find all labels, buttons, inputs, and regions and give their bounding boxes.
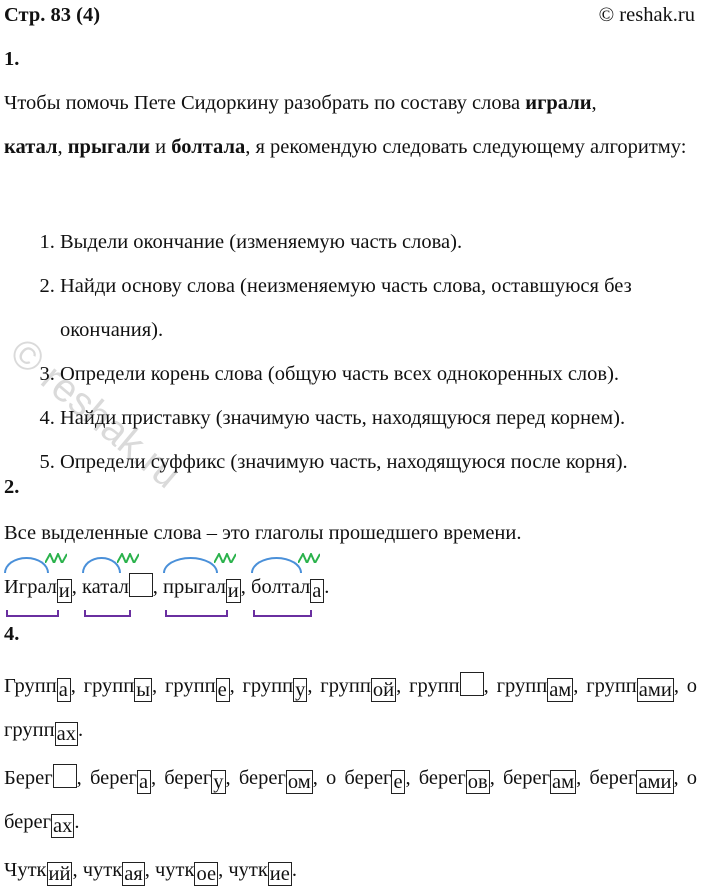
word-stem: групп bbox=[83, 675, 135, 697]
step-text: Найди приставку (значимую часть, находящуюся перед корнем). bbox=[60, 407, 626, 429]
ending-box bbox=[129, 573, 153, 597]
word-stem: Берег bbox=[4, 767, 53, 789]
punctuation: , bbox=[150, 767, 165, 789]
suffix-mark-icon bbox=[214, 553, 236, 563]
suffix: л bbox=[216, 565, 226, 609]
step-text: Найди основу слова (неизменяемую часть слова, оставшуюся без окончания). bbox=[60, 275, 632, 341]
punctuation: , bbox=[576, 767, 590, 789]
ending-box: а bbox=[57, 678, 71, 702]
suffix: л bbox=[300, 565, 310, 609]
word-stem: о берег bbox=[4, 767, 698, 833]
stem-underline bbox=[253, 610, 312, 617]
punctuation: , bbox=[673, 767, 687, 789]
ending-box bbox=[460, 672, 484, 696]
word: прыгали bbox=[67, 136, 151, 158]
punctuation: , bbox=[225, 767, 239, 789]
punctuation: , bbox=[229, 675, 243, 697]
section-1-number: 1. bbox=[4, 48, 20, 70]
root: болта bbox=[251, 565, 300, 609]
algorithm-step bbox=[60, 440, 697, 484]
root: прыга bbox=[163, 565, 216, 609]
ending-box: ов bbox=[467, 771, 488, 793]
punctuation: , bbox=[240, 576, 252, 598]
ending-box: а bbox=[310, 579, 324, 603]
group-forms bbox=[4, 664, 697, 752]
morpheme-word bbox=[251, 565, 324, 609]
ending-box: ах bbox=[53, 815, 73, 837]
page-title: Стр. 83 (4) bbox=[4, 4, 101, 26]
word-stem: групп bbox=[164, 675, 216, 697]
word-stem: групп bbox=[320, 675, 371, 697]
ending-box: е bbox=[391, 770, 405, 794]
ending-box bbox=[53, 764, 77, 788]
suffix-mark-icon bbox=[117, 553, 139, 563]
punctuation: . bbox=[324, 576, 330, 598]
punctuation: . bbox=[77, 719, 84, 741]
punctuation: , bbox=[144, 859, 155, 881]
section-2-number: 2. bbox=[4, 476, 20, 498]
stem-underline bbox=[6, 610, 59, 617]
punctuation: , bbox=[71, 576, 83, 598]
ending-box: ам bbox=[552, 771, 575, 793]
punctuation: , bbox=[72, 859, 83, 881]
suffix-mark-icon bbox=[298, 553, 320, 563]
chutkiy-forms bbox=[4, 848, 697, 891]
ending-box: ами bbox=[638, 771, 672, 793]
bereg-forms bbox=[4, 756, 697, 844]
ending-box: ая bbox=[124, 863, 143, 885]
ending-box: у bbox=[295, 679, 306, 701]
morpheme-word bbox=[163, 565, 241, 609]
ending-box: ами bbox=[638, 679, 672, 701]
header bbox=[4, 4, 695, 27]
punctuation: , bbox=[483, 675, 497, 697]
morpheme-analysis bbox=[4, 565, 697, 609]
morpheme-word bbox=[82, 565, 153, 609]
punctuation: , bbox=[152, 576, 164, 598]
word-stem: берег bbox=[238, 767, 286, 789]
punctuation: , bbox=[405, 767, 419, 789]
suffix-mark-icon bbox=[45, 553, 67, 563]
word-stem: групп bbox=[586, 675, 637, 697]
punctuation: , bbox=[396, 675, 410, 697]
word-stem: о групп bbox=[4, 675, 698, 741]
word-stem: берег bbox=[589, 767, 637, 789]
watermark-text: reshak.ru bbox=[32, 356, 189, 497]
ending-box: ие bbox=[269, 863, 290, 885]
text: Чтобы помочь Пете Сидоркину разобрать по составу слова bbox=[4, 92, 526, 114]
step-text: Выдели окончание (изменяемую часть слова). bbox=[60, 231, 463, 253]
word-stem: Групп bbox=[4, 675, 57, 697]
punctuation: , bbox=[307, 675, 321, 697]
text: , bbox=[57, 136, 68, 158]
stem-underline bbox=[84, 610, 131, 617]
algorithm-step bbox=[60, 264, 697, 352]
punctuation: , bbox=[489, 767, 504, 789]
ending-box: у bbox=[213, 771, 224, 793]
watermark: © reshak.ru bbox=[1, 330, 189, 497]
word-stem: чутк bbox=[228, 859, 268, 881]
punctuation: . bbox=[291, 859, 297, 881]
algorithm-step bbox=[60, 396, 697, 440]
suffix: л bbox=[47, 565, 57, 609]
ending-box: ой bbox=[372, 679, 395, 701]
step-text: Определи корень слова (общую часть всех однокоренных слов). bbox=[60, 363, 620, 385]
word-stem: чутк bbox=[154, 859, 195, 881]
ending-box: ы bbox=[136, 679, 151, 701]
word: катал bbox=[4, 136, 58, 158]
text: , я рекомендую следовать следующему алгоритму: bbox=[245, 136, 687, 158]
section-4-number: 4. bbox=[4, 623, 20, 645]
stem-underline bbox=[165, 610, 228, 617]
root: Игра bbox=[4, 565, 47, 609]
site-label: © reshak.ru bbox=[598, 4, 695, 26]
ending-box: и bbox=[58, 580, 70, 602]
punctuation: , bbox=[218, 859, 229, 881]
word-stem: групп bbox=[242, 675, 294, 697]
algorithm-steps bbox=[0, 220, 697, 484]
ending-box: ом bbox=[287, 771, 311, 793]
word-stem: берег bbox=[164, 767, 212, 789]
punctuation: , bbox=[312, 767, 327, 789]
ending-box: и bbox=[227, 580, 239, 602]
algorithm-step bbox=[60, 220, 697, 264]
section-1-text: Чтобы помочь Пете Сидоркину разобрать по составу слова играли, катал, прыгали и болтала, я рекомендую следовать следующему алгоритму: bbox=[4, 92, 687, 158]
ending-box: ое bbox=[196, 863, 217, 885]
ending-box: а bbox=[137, 770, 151, 794]
ending-box: е bbox=[216, 678, 230, 702]
step-text: Определи суффикс (значимую часть, находящуюся после корня). bbox=[60, 451, 628, 473]
suffix: л bbox=[119, 565, 129, 609]
root: ката bbox=[82, 565, 119, 609]
word: болтала bbox=[171, 136, 246, 158]
word-stem: Чутк bbox=[4, 859, 47, 881]
section-2-text: Все выделенные слова – это глаголы прошедшего времени. bbox=[4, 522, 522, 544]
punctuation: , bbox=[673, 675, 687, 697]
ending-box: ам bbox=[549, 679, 572, 701]
word-stem: берег bbox=[503, 767, 551, 789]
punctuation: . bbox=[74, 811, 80, 833]
word-stem: групп bbox=[409, 675, 460, 697]
word-stem: берег bbox=[418, 767, 466, 789]
word-stem: берег bbox=[89, 767, 137, 789]
punctuation: , bbox=[76, 767, 90, 789]
word: играли bbox=[525, 92, 592, 114]
punctuation: , bbox=[152, 675, 165, 697]
punctuation: , bbox=[70, 675, 84, 697]
algorithm-step bbox=[60, 352, 697, 396]
word-stem: о берег bbox=[326, 767, 392, 789]
morpheme-word bbox=[4, 565, 72, 609]
ending-box: ий bbox=[48, 863, 71, 885]
ending-box: ах bbox=[56, 723, 76, 745]
text: и bbox=[150, 136, 172, 158]
punctuation: , bbox=[573, 675, 587, 697]
word-stem: чутк bbox=[82, 859, 123, 881]
word-stem: групп bbox=[496, 675, 548, 697]
